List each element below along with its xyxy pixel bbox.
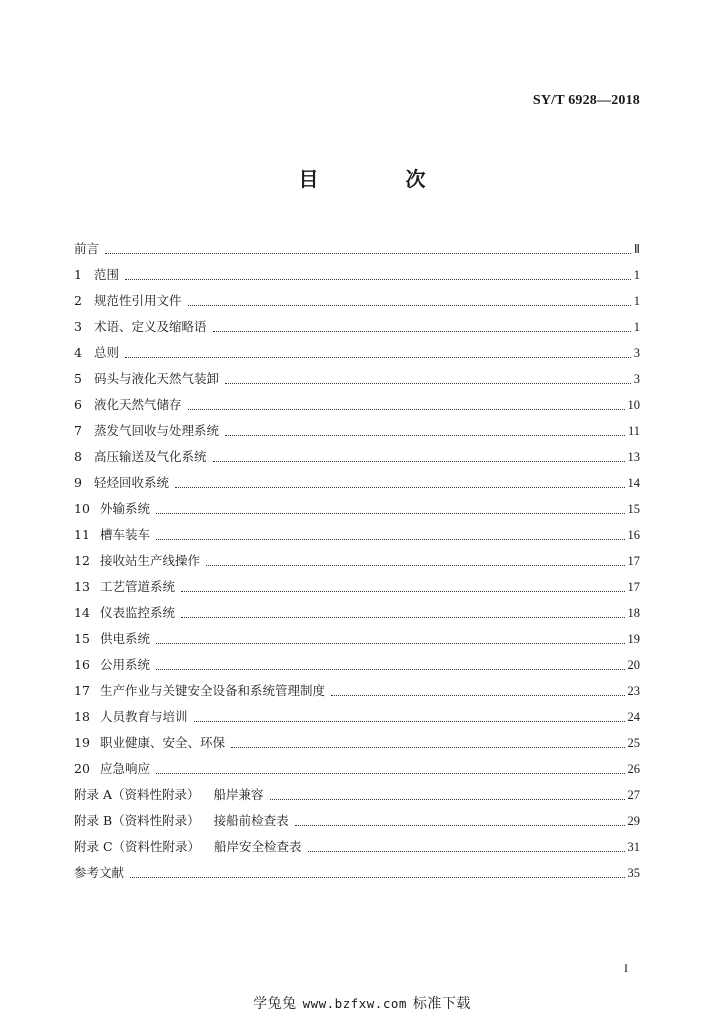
footer-site-link[interactable]: www.bzfxw.com [302,996,407,1011]
toc-entry-number: 4 [74,345,82,360]
toc-dot-leader [194,720,625,722]
toc-entry-page: 17 [627,580,640,594]
page-number: I [624,961,628,975]
toc-entry-title [74,371,219,387]
toc-dot-leader [175,486,624,488]
toc-entry-title [74,553,200,569]
toc-dot-leader [156,668,624,670]
toc-entry-number: 19 [74,735,90,750]
toc-entry-number: 14 [74,605,90,620]
toc-entry-label: 高压输送及气化系统 [94,449,207,464]
toc-entry[interactable] [74,335,640,361]
toc-entry-title [74,397,182,413]
toc-entry-title [74,839,302,855]
footer-slogan: 标准下载 [412,996,471,1012]
toc-dot-leader [156,538,624,540]
toc-entry-page: 35 [627,866,640,880]
toc-entry[interactable] [74,569,640,595]
toc-entry-title [74,735,225,751]
toc-entry-title [74,657,150,673]
toc-dot-leader [156,512,624,514]
toc-dot-leader [125,278,631,280]
toc-entry-label: 参考文献 [74,865,125,880]
toc-entry-page: 27 [627,788,640,802]
toc-entry-title [74,241,99,257]
toc-dot-leader [225,382,631,384]
toc-entry-page: 17 [627,554,640,568]
toc-entry[interactable] [74,361,640,387]
toc-entry-title [74,865,124,881]
toc-entry-page: 19 [627,632,640,646]
toc-entry-number: 6 [74,397,82,412]
toc-entry-page: 16 [627,528,640,542]
toc-entry[interactable] [74,231,640,257]
table-of-contents [74,231,640,881]
toc-entry-label: 接船前检查表 [213,813,289,828]
toc-entry-title [74,423,219,439]
toc-dot-leader [206,564,624,566]
toc-dot-leader [231,746,624,748]
toc-entry-page: 11 [627,424,640,438]
toc-entry-title [74,293,182,309]
toc-entry[interactable] [74,595,640,621]
toc-entry-page: 3 [633,346,640,360]
toc-entry[interactable] [74,491,640,517]
toc-entry-label: 船岸兼容 [213,787,264,802]
toc-entry-label: 人员教育与培训 [100,709,188,724]
toc-dot-leader [125,356,631,358]
toc-entry-title [74,449,207,465]
toc-entry-label: 规范性引用文件 [94,293,182,308]
toc-entry-page: 15 [627,502,640,516]
toc-dot-leader [213,460,625,462]
toc-entry-page: 1 [633,268,640,282]
toc-entry-title [74,605,175,621]
toc-entry[interactable] [74,855,640,881]
toc-entry-number: 10 [74,501,90,516]
toc-entry-number: 11 [74,527,90,542]
toc-dot-leader [188,304,631,306]
toc-entry-label: 仪表监控系统 [100,605,176,620]
toc-entry[interactable] [74,465,640,491]
toc-entry-number: 5 [74,371,82,386]
toc-entry[interactable] [74,283,640,309]
toc-entry-label: 范围 [94,267,120,282]
toc-entry[interactable] [74,777,640,803]
toc-entry-number: 2 [74,293,82,308]
toc-entry-title [74,683,325,699]
toc-dot-leader [130,876,624,878]
toc-entry-title [74,527,150,543]
toc-dot-leader [181,590,624,592]
toc-entry-label: 轻烃回收系统 [94,475,170,490]
toc-entry[interactable] [74,829,640,855]
toc-entry[interactable] [74,413,640,439]
toc-entry-label: 外输系统 [100,501,151,516]
toc-entry[interactable] [74,699,640,725]
toc-entry-page: 10 [627,398,640,412]
footer-brand: 学兔兔 [253,996,297,1012]
toc-entry-number: 16 [74,657,90,672]
toc-entry-label: 码头与液化天然气装卸 [94,371,220,386]
toc-dot-leader [308,850,625,852]
toc-dot-leader [213,330,631,332]
toc-entry-page: 18 [627,606,640,620]
toc-dot-leader [331,694,624,696]
toc-entry[interactable] [74,621,640,647]
toc-entry-page: Ⅱ [633,242,640,256]
toc-entry-label: 公用系统 [100,657,151,672]
footer-watermark [0,993,724,1013]
toc-entry-page: 23 [627,684,640,698]
toc-entry-title [74,267,119,283]
toc-entry-number: 12 [74,553,90,568]
toc-entry-label: 前言 [74,241,100,256]
toc-entry-number: 17 [74,683,90,698]
toc-dot-leader [188,408,625,410]
toc-entry-title [74,319,207,335]
page-title: 目 次 [298,167,466,191]
toc-entry-page: 1 [633,294,640,308]
toc-dot-leader [225,434,625,436]
toc-entry[interactable] [74,257,640,283]
toc-entry-page: 26 [627,762,640,776]
toc-entry-page: 1 [633,320,640,334]
toc-entry-label: 供电系统 [100,631,151,646]
toc-entry[interactable] [74,725,640,751]
toc-entry-number: 1 [74,267,82,282]
toc-entry-title [74,787,264,803]
toc-entry-number: 附录 B（资料性附录） [74,813,200,828]
toc-entry[interactable] [74,309,640,335]
toc-entry-title [74,345,119,361]
toc-entry-label: 生产作业与关键安全设备和系统管理制度 [100,683,326,698]
toc-entry[interactable] [74,647,640,673]
toc-entry-page: 3 [633,372,640,386]
toc-entry-page: 25 [627,736,640,750]
toc-entry-number: 附录 A（资料性附录） [74,787,200,802]
toc-entry[interactable] [74,439,640,465]
toc-entry-label: 总则 [94,345,120,360]
toc-entry-label: 槽车装车 [100,527,151,542]
toc-entry-title [74,579,175,595]
toc-entry[interactable] [74,673,640,699]
toc-entry[interactable] [74,387,640,413]
toc-entry-title [74,709,188,725]
toc-dot-leader [156,772,624,774]
toc-entry-title [74,501,150,517]
toc-entry[interactable] [74,543,640,569]
toc-entry-number: 3 [74,319,82,334]
toc-entry-number: 附录 C（资料性附录） [74,839,201,854]
toc-entry-title [74,631,150,647]
toc-entry-number: 18 [74,709,90,724]
toc-entry-label: 职业健康、安全、环保 [100,735,226,750]
toc-entry-label: 船岸安全检查表 [214,839,302,854]
toc-entry-label: 接收站生产线操作 [100,553,201,568]
toc-dot-leader [105,252,631,254]
toc-dot-leader [295,824,625,826]
toc-entry-page: 29 [627,814,640,828]
toc-entry-label: 工艺管道系统 [100,579,176,594]
toc-entry-label: 液化天然气储存 [94,397,182,412]
toc-entry-title [74,475,169,491]
toc-dot-leader [270,798,625,800]
toc-entry-page: 31 [627,840,640,854]
toc-entry-page: 14 [627,476,640,490]
toc-entry-number: 7 [74,423,82,438]
toc-entry-page: 24 [627,710,640,724]
toc-entry-number: 9 [74,475,82,490]
toc-entry[interactable] [74,517,640,543]
toc-entry-number: 20 [74,761,90,776]
toc-entry-label: 应急响应 [100,761,151,776]
toc-entry-title [74,761,150,777]
toc-dot-leader [156,642,624,644]
toc-entry-page: 13 [627,450,640,464]
toc-entry-label: 蒸发气回收与处理系统 [94,423,220,438]
toc-entry-number: 8 [74,449,82,464]
toc-entry[interactable] [74,751,640,777]
toc-entry-number: 15 [74,631,90,646]
standard-code: SY/T 6928—2018 [532,93,640,108]
toc-dot-leader [181,616,624,618]
toc-entry-number: 13 [74,579,90,594]
toc-entry-title [74,813,289,829]
toc-entry-page: 20 [627,658,640,672]
toc-entry[interactable] [74,803,640,829]
toc-entry-label: 术语、定义及缩略语 [94,319,207,334]
